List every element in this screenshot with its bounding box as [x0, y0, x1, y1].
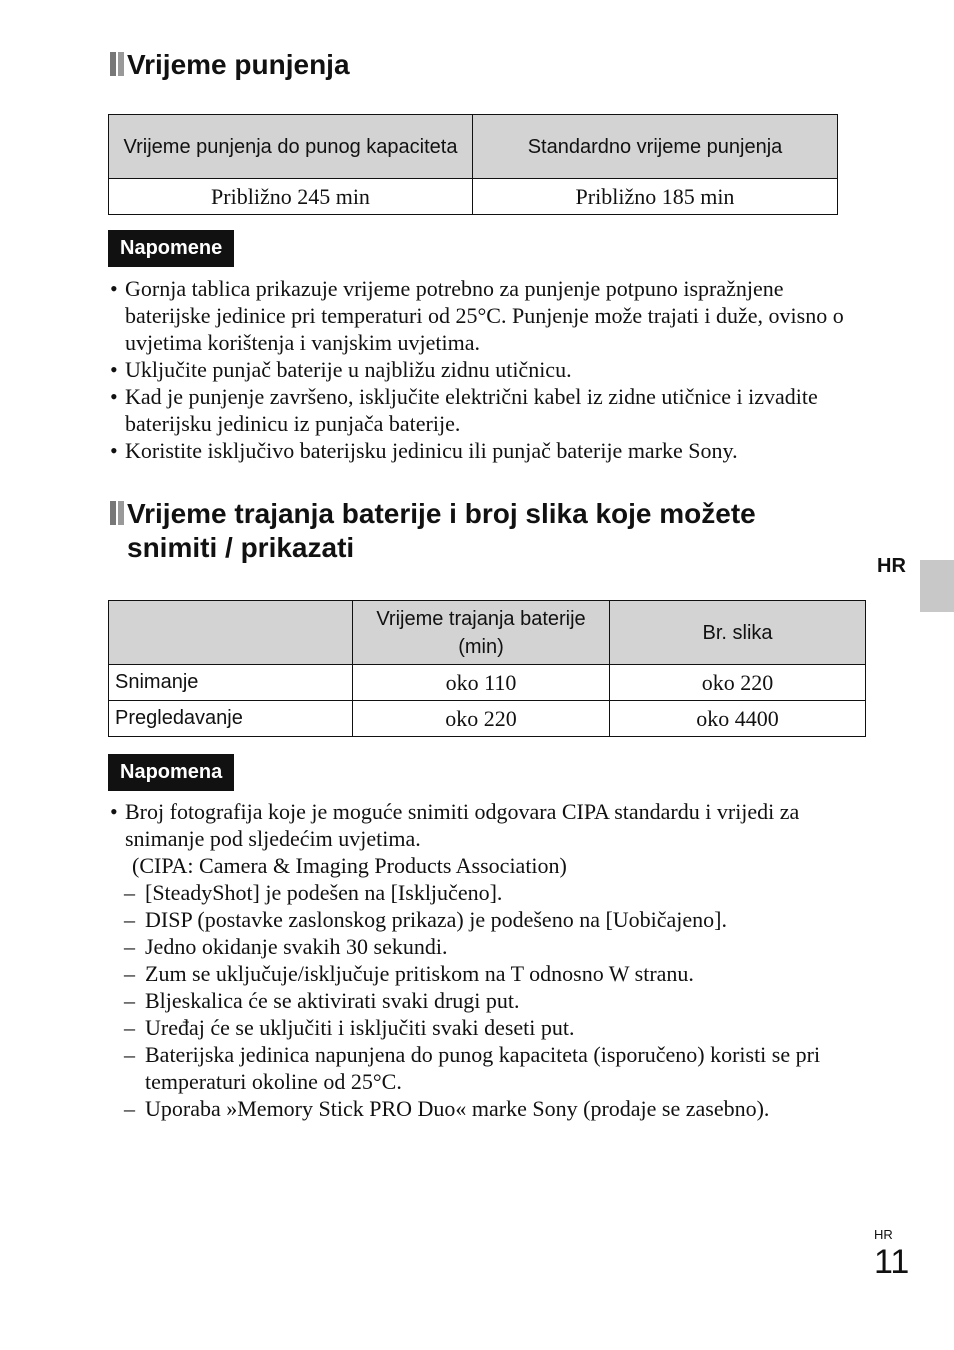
condition-item: – Zum se uključuje/isključuje pritiskom na T odnosno W stranu.: [108, 960, 868, 987]
table-header: Standardno vrijeme punjenja: [473, 115, 838, 179]
note-badge: Napomena: [108, 754, 234, 791]
condition-item: – Jedno okidanje svakih 30 sekundi.: [108, 933, 868, 960]
table-header-row: [109, 115, 838, 179]
condition-item: – [SteadyShot] je podešen na [Isključeno].: [108, 879, 868, 906]
condition-item: – Baterijska jedinica napunjena do punog kapaciteta (isporučeno) koristi se pri temperaturi okoline od 25°C.: [108, 1041, 868, 1095]
condition-item: – Uporaba »Memory Stick PRO Duo« marke Sony (prodaje se zasebno).: [108, 1095, 868, 1122]
heading-marker-icon: [110, 501, 124, 525]
table-cell: oko 110: [353, 665, 610, 701]
table-header: [109, 601, 353, 665]
table-row: [109, 179, 838, 215]
section-heading-battery-life: [108, 497, 756, 565]
condition-item: – DISP (postavke zaslonskog prikaza) je podešeno na [Uobičajeno].: [108, 906, 868, 933]
table-row: [109, 665, 866, 701]
table-header: Vrijeme punjenja do punog kapaciteta: [109, 115, 473, 179]
table-cell: Snimanje: [109, 665, 353, 701]
table-header: Vrijeme trajanja baterije (min): [353, 601, 610, 665]
condition-item: – Bljeskalica će se aktivirati svaki drugi put.: [108, 987, 868, 1014]
page-number: 11: [874, 1243, 910, 1281]
page-language-code: HR: [874, 1227, 893, 1242]
list-item: • Broj fotografija koje je moguće snimiti odgovara CIPA standardu i vrijedi za snimanje pod sljedećim uvjetima.: [108, 798, 868, 852]
section-title-line1: Vrijeme trajanja baterije i broj slika koje možete: [127, 498, 756, 529]
section-title-line2: snimiti / prikazati: [127, 532, 355, 563]
language-tab: [920, 560, 954, 612]
table-row: [109, 701, 866, 737]
language-label: HR: [877, 555, 906, 577]
table-header: Br. slika: [610, 601, 866, 665]
heading-marker-icon: [110, 52, 124, 76]
table-cell: oko 220: [353, 701, 610, 737]
charging-time-table: [108, 114, 838, 215]
list-item: • Kad je punjenje završeno, isključite električni kabel iz zidne utičnice i izvadite baterijsku jedinicu iz punjača baterije.: [108, 383, 868, 437]
list-item: • Koristite isključivo baterijsku jedinicu ili punjač baterije marke Sony.: [108, 437, 868, 464]
table-header-row: [109, 601, 866, 665]
section-heading-charging-time: [108, 48, 350, 82]
table-cell: Približno 245 min: [109, 179, 473, 215]
table-cell: oko 220: [610, 665, 866, 701]
table-cell: oko 4400: [610, 701, 866, 737]
battery-life-table: [108, 600, 866, 737]
table-cell: Približno 185 min: [473, 179, 838, 215]
notes-list: [108, 275, 868, 464]
list-item: • Uključite punjač baterije u najbližu zidnu utičnicu.: [108, 356, 868, 383]
condition-item: – Uređaj će se uključiti i isključiti svaki deseti put.: [108, 1014, 868, 1041]
conditions-list: [108, 798, 868, 1122]
section-title: Vrijeme punjenja: [127, 49, 350, 80]
list-item: • Gornja tablica prikazuje vrijeme potrebno za punjenje potpuno ispražnjene baterijske jedinice pri temperaturi od 25°C. Punjenje može trajati i duže, ovisno o uvjetima korištenja i vanjskim uvjetima.: [108, 275, 868, 356]
cipa-note: (CIPA: Camera & Imaging Products Association): [132, 853, 567, 878]
notes-badge: Napomene: [108, 230, 234, 267]
table-cell: Pregledavanje: [109, 701, 353, 737]
